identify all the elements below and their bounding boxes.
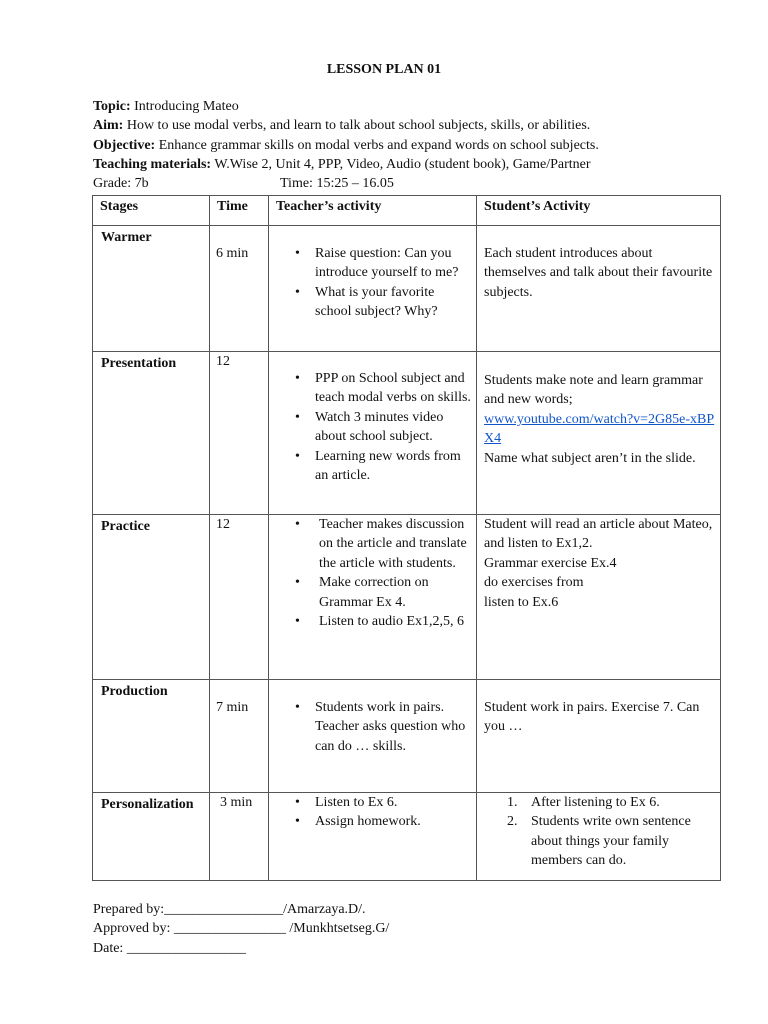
topic-row [93, 97, 733, 116]
stage-production: Production [101, 684, 168, 699]
prepared-by: Prepared by:_________________/Amarzaya.D/. [93, 902, 366, 917]
teacher-activity-list [269, 515, 476, 631]
objective-value: Enhance grammar skills on modal verbs and expand words on school subjects. [155, 137, 599, 153]
header-time: Time [210, 196, 269, 226]
list-item: • Assign homework. [269, 812, 476, 831]
aim-label: Aim: [93, 118, 124, 134]
signature-footer [93, 900, 389, 958]
materials-row [93, 155, 733, 174]
list-item: • Teacher makes discussion on the article and translate the article with students. [269, 515, 476, 573]
lesson-meta [93, 97, 733, 193]
youtube-link[interactable]: www.youtube.com/watch?v=2G85e-xBPX4 [484, 411, 715, 447]
stage-personalization: Personalization [101, 797, 194, 812]
list-item: • Students work in pairs. Teacher asks question who can do … skills. [269, 698, 476, 756]
lesson-table [92, 195, 721, 881]
time-text: Time: 15:25 – 16.05 [280, 176, 394, 192]
list-item: • Raise question: Can you introduce yourself to me? [269, 244, 476, 283]
topic-value: Introducing Mateo [130, 99, 239, 114]
list-item: • Make correction on Grammar Ex 4. [269, 573, 476, 612]
time-practice: 12 [216, 517, 230, 532]
table-row [93, 226, 721, 352]
materials-value: W.Wise 2, Unit 4, PPP, Video, Audio (student book), Game/Partner [211, 156, 591, 172]
aim-row [93, 116, 733, 135]
teacher-activity-list [269, 369, 476, 485]
student-activity: Students make note and learn grammar and new words; www.youtube.com/watch?v=2G85e-xBPX4 Name what subject aren’t in the slide. [484, 373, 715, 466]
header-student-activity: Student’s Activity [477, 196, 721, 226]
aim-value: How to use modal verbs, and learn to talk about school subjects, skills, or abilities. [123, 118, 591, 134]
approved-by: Approved by: ________________ /Munkhtsetseg.G/ [93, 921, 390, 937]
time-production: 7 min [216, 700, 249, 715]
date-line: Date: _________________ [93, 940, 246, 956]
table-row [93, 515, 721, 680]
grade-text: Grade: 7b [93, 176, 149, 192]
list-item: • Listen to Ex 6. [269, 793, 476, 812]
objective-row [93, 136, 733, 155]
list-item: • Learning new words from an article. [269, 447, 476, 486]
list-item: • PPP on School subject and teach modal verbs on skills. [269, 369, 476, 408]
header-teacher-activity: Teacher’s activity [269, 196, 477, 226]
teacher-activity-list [269, 244, 476, 322]
topic-label: Topic: [93, 99, 131, 114]
table-row [93, 352, 721, 515]
student-activity: Each student introduces about themselves and talk about their favourite subjects. [484, 246, 713, 300]
list-item: • Watch 3 minutes video about school subject. [269, 408, 476, 447]
materials-label: Teaching materials: [93, 156, 212, 172]
student-activity-list [477, 793, 720, 871]
teacher-activity-list [269, 793, 476, 832]
teacher-activity-list [269, 698, 476, 756]
grade-time-row [93, 174, 733, 193]
header-stages: Stages [93, 196, 210, 226]
stage-presentation: Presentation [101, 356, 177, 371]
list-item: • Listen to audio Ex1,2,5, 6 [269, 612, 476, 631]
list-item: • What is your favorite school subject? Why? [269, 283, 476, 322]
objective-label: Objective: [93, 137, 156, 153]
table-header-row [93, 196, 721, 226]
list-item: 2. Students write own sentence about things your family members can do. [507, 814, 691, 869]
student-activity: Student work in pairs. Exercise 7. Can you … [484, 700, 700, 735]
time-warmer: 6 min [216, 246, 249, 261]
page-title: LESSON PLAN 01 [326, 62, 442, 77]
stage-warmer: Warmer [101, 230, 152, 245]
time-personalization: 3 min [220, 795, 253, 810]
student-activity: Student will read an article about Mateo, and listen to Ex1,2. Grammar exercise Ex.4 do exercises from listen to Ex.6 [484, 517, 713, 610]
table-row [93, 680, 721, 793]
table-row [93, 793, 721, 881]
stage-practice: Practice [101, 519, 150, 534]
list-item: 1. After listening to Ex 6. [507, 795, 660, 810]
time-presentation: 12 [216, 354, 230, 369]
